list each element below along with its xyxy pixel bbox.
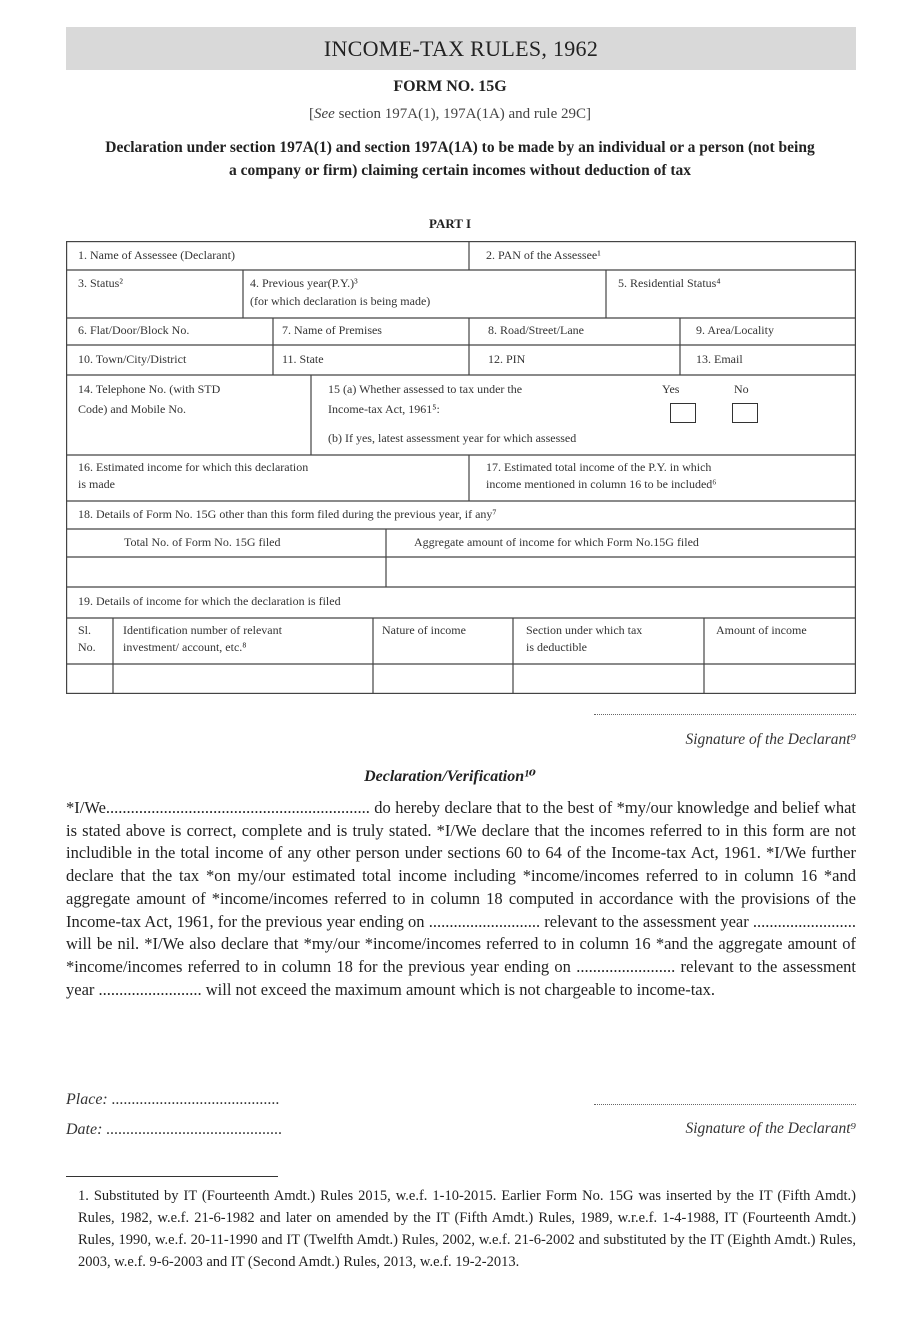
- no-label: No: [734, 382, 749, 396]
- part-label: PART I: [428, 216, 472, 231]
- field-pin: 12. PIN: [488, 352, 526, 366]
- place-field: Place: ..........................................: [66, 1091, 280, 1108]
- signature-label-2: Signature of the Declarant⁹: [685, 1120, 856, 1137]
- field-pan: 2. PAN of the Assessee¹: [486, 248, 601, 262]
- col-sl: Sl.: [78, 623, 92, 637]
- field-state: 11. State: [282, 352, 324, 366]
- field-latest-assessment-year: (b) If yes, latest assessment year for which assessed: [328, 431, 577, 445]
- yes-checkbox[interactable]: [670, 403, 696, 423]
- verification-title: Declaration/Verification¹⁰: [364, 768, 536, 785]
- field-estimated-total-income-cont: income mentioned in column 16 to be included⁶: [486, 477, 717, 491]
- part-one-form-table: [66, 241, 856, 694]
- field-estimated-income-cont: is made: [78, 477, 115, 491]
- field-assessed-to-tax-act: Income-tax Act, 1961⁵:: [328, 402, 440, 416]
- footnote-1: 1. Substituted by IT (Fourteenth Amdt.) Rules 2015, w.e.f. 1-10-2015. Earlier Form No. 15G was inserted by the IT (Fifth Amdt.) Rules, 1982, w.e.f. 21-6-1982 and later on amended by the IT (Fifth Amdt.) Rules, 1989, w.r.e.f. 1-4-1988, IT (Fourteenth Amdt.) Rules, 1990, w.e.f. 20-11-1990 and IT (Twelfth Amdt.) Rules, 2002, w.e.f. 21-6-2002 and substituted by the IT (Eighth Amdt.) Rules, 2003, w.e.f. 9-6-2003 and IT (Second Amdt.) Rules, 2013, w.e.f. 19-2-2013.: [78, 1188, 856, 1270]
- footnote-rule: [66, 1176, 278, 1177]
- col-amount-of-income: Amount of income: [716, 623, 807, 637]
- col-identification-number: Identification number of relevant: [123, 623, 282, 637]
- col-sl-no: No.: [78, 640, 96, 654]
- col-total-forms-filed: Total No. of Form No. 15G filed: [124, 535, 281, 549]
- field-flat-door-block: 6. Flat/Door/Block No.: [78, 323, 190, 337]
- field-income-details: 19. Details of income for which the declaration is filed: [78, 594, 341, 608]
- form-number: FORM NO. 15G: [393, 78, 507, 95]
- see-bracket: [: [308, 106, 314, 122]
- field-assessed-to-tax: 15 (a) Whether assessed to tax under the: [328, 382, 523, 396]
- signature-label-1: Signature of the Declarant⁹: [685, 731, 856, 748]
- field-status: 3. Status²: [78, 276, 123, 290]
- field-telephone-mobile: Code) and Mobile No.: [78, 402, 186, 416]
- verification-body: *I/We................................................................ do hereby declare that to the best of *my/our knowledge and belief what is stated above is correct, complete and is truly stated. *I/We declare that the incomes referred to in this form are not includible in the total income of any other person under sections 60 to 64 of the Income-tax Act, 1961. *I/We further declare that the tax *on my/our estimated total income including *income/incomes referred to in column 16 *and aggregate amount of *income/incomes referred to in column 18 computed in accordance with the provisions of the Income-tax Act, 1961, for the previous year ending on ........................... relevant to the assessment year ......................... will be nil. *I/We also declare that *my/our *income/incomes referred to in column 16 *and the aggregate amount of *income/incomes referred to in column 18 for the previous year ending on ........................ relevant to the assessment year ......................... will not exceed the maximum amount which is not chargeable to income-tax.: [66, 798, 856, 999]
- field-road-street-lane: 8. Road/Street/Lane: [488, 323, 584, 337]
- yes-label: Yes: [662, 382, 680, 396]
- col-section-cont: is deductible: [526, 640, 587, 654]
- signature-line-2: [594, 1104, 856, 1105]
- col-identification-number-cont: investment/ account, etc.⁸: [123, 640, 247, 654]
- col-section: Section under which tax: [526, 623, 643, 637]
- declaration-title: Declaration under section 197A(1) and section 197A(1A) to be made by an individual or a person (not being a company or firm) claiming certain incomes without deduction of tax: [105, 139, 815, 179]
- field-previous-year: 4. Previous year(P.Y.)³: [250, 276, 358, 290]
- no-checkbox[interactable]: [732, 403, 758, 423]
- date-field: Date: ............................................: [66, 1121, 283, 1138]
- field-telephone: 14. Telephone No. (with STD: [78, 382, 221, 396]
- field-previous-year-note: (for which declaration is being made): [250, 294, 431, 308]
- field-estimated-income: 16. Estimated income for which this declaration: [78, 460, 309, 474]
- field-name-of-assessee: 1. Name of Assessee (Declarant): [78, 248, 235, 262]
- field-form-15g-details: 18. Details of Form No. 15G other than this form filed during the previous year, if any⁷: [78, 507, 497, 521]
- signature-line-1: [594, 714, 856, 715]
- field-estimated-total-income: 17. Estimated total income of the P.Y. in which: [486, 460, 712, 474]
- col-aggregate-amount: Aggregate amount of income for which Form No.15G filed: [414, 535, 699, 549]
- see-italic: See: [313, 106, 335, 122]
- see-rest: section 197A(1), 197A(1A) and rule 29C]: [334, 106, 592, 122]
- field-town-city-district: 10. Town/City/District: [78, 352, 187, 366]
- see-section-reference: [0, 106, 900, 123]
- rules-banner: INCOME-TAX RULES, 1962: [66, 27, 856, 70]
- field-email: 13. Email: [696, 352, 743, 366]
- col-nature-of-income: Nature of income: [382, 623, 466, 637]
- field-area-locality: 9. Area/Locality: [696, 323, 774, 337]
- field-residential-status: 5. Residential Status⁴: [618, 276, 721, 290]
- field-name-of-premises: 7. Name of Premises: [282, 323, 382, 337]
